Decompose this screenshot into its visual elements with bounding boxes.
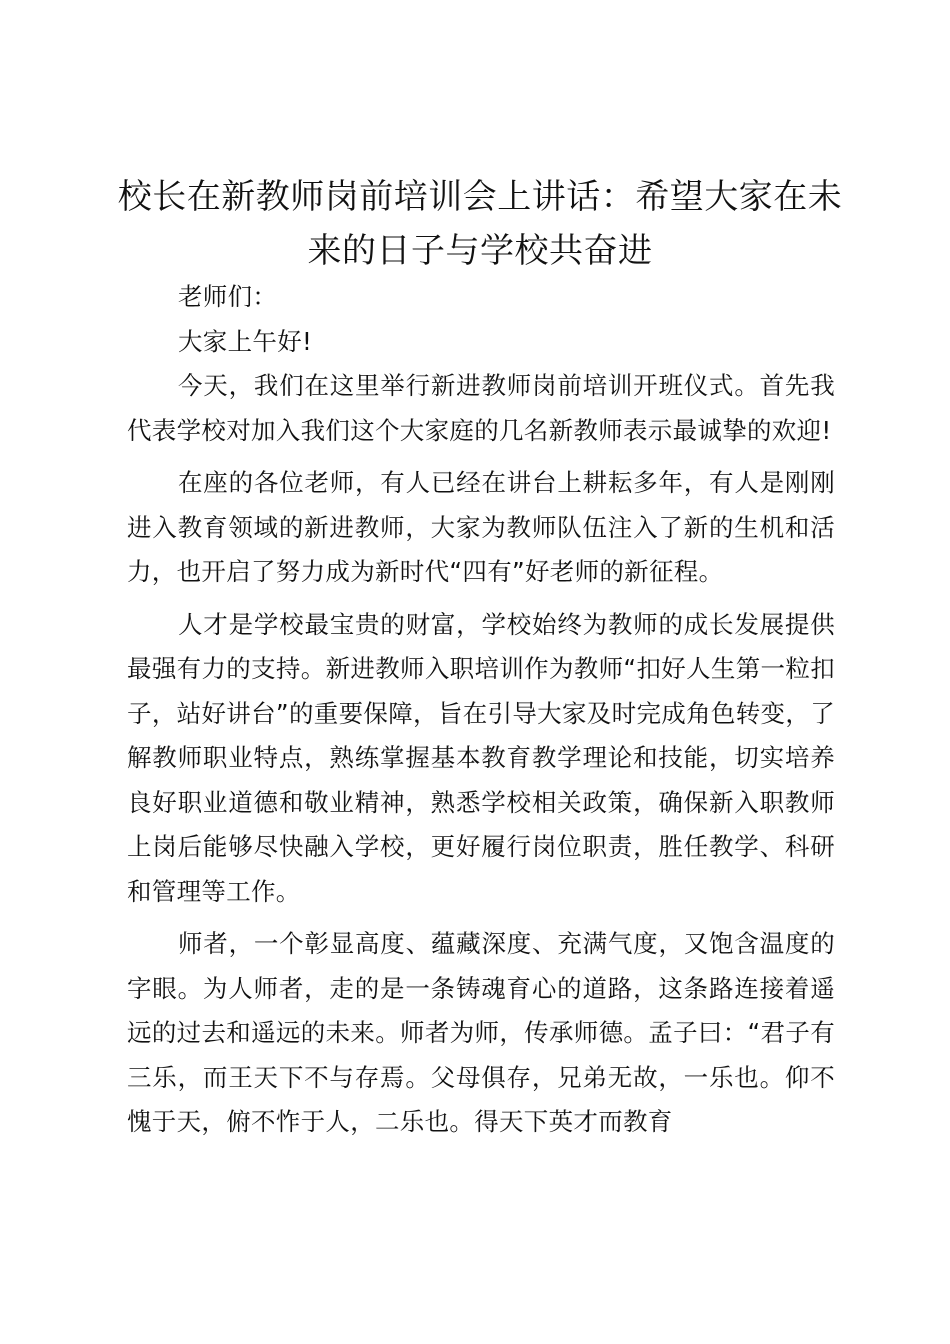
salutation: 老师们： — [178, 282, 278, 311]
paragraph-teachers: 在座的各位老师，有人已经在讲台上耕耘多年，有人是刚刚进入教育领域的新进教师，大家为教师队伍注入了新的生机和活力，也开启了努力成为新时代“四有”好老师的新征程。 — [127, 468, 835, 586]
paragraph-training: 人才是学校最宝贵的财富，学校始终为教师的成长发展提供最强有力的支持。新进教师入职培训作为教师“扣好人生第一粒扣子，站好讲台”的重要保障，旨在引导大家及时完成角色转变，了解教师职业特点，熟练掌握基本教育教学理论和技能，切实培养良好职业道德和敬业精神，熟悉学校相关政策，确保新入职教师上岗后能够尽快融入学校，更好履行岗位职责，胜任教学、科研和管理等工作。 — [127, 609, 835, 906]
document-title: 校长在新教师岗前培训会上讲话：希望大家在未来的日子与学校共奋进 — [117, 177, 843, 271]
paragraph-teacher-ethics: 师者，一个彰显高度、蕴藏深度、充满气度，又饱含温度的字眼。为人师者，走的是一条铸魂育心的道路，这条路连接着遥远的过去和遥远的未来。师者为师，传承师德。孟子曰：“君子有三乐，而王天下不与存焉。父母俱存，兄弟无故，一乐也。仰不愧于天，俯不怍于人，二乐也。得天下英才而教育 — [127, 929, 835, 1136]
document-body — [127, 275, 835, 1153]
paragraph-welcome: 今天，我们在这里举行新进教师岗前培训开班仪式。首先我代表学校对加入我们这个大家庭的几名新教师表示最诚挚的欢迎! — [127, 371, 835, 445]
greeting: 大家上午好! — [178, 326, 313, 356]
